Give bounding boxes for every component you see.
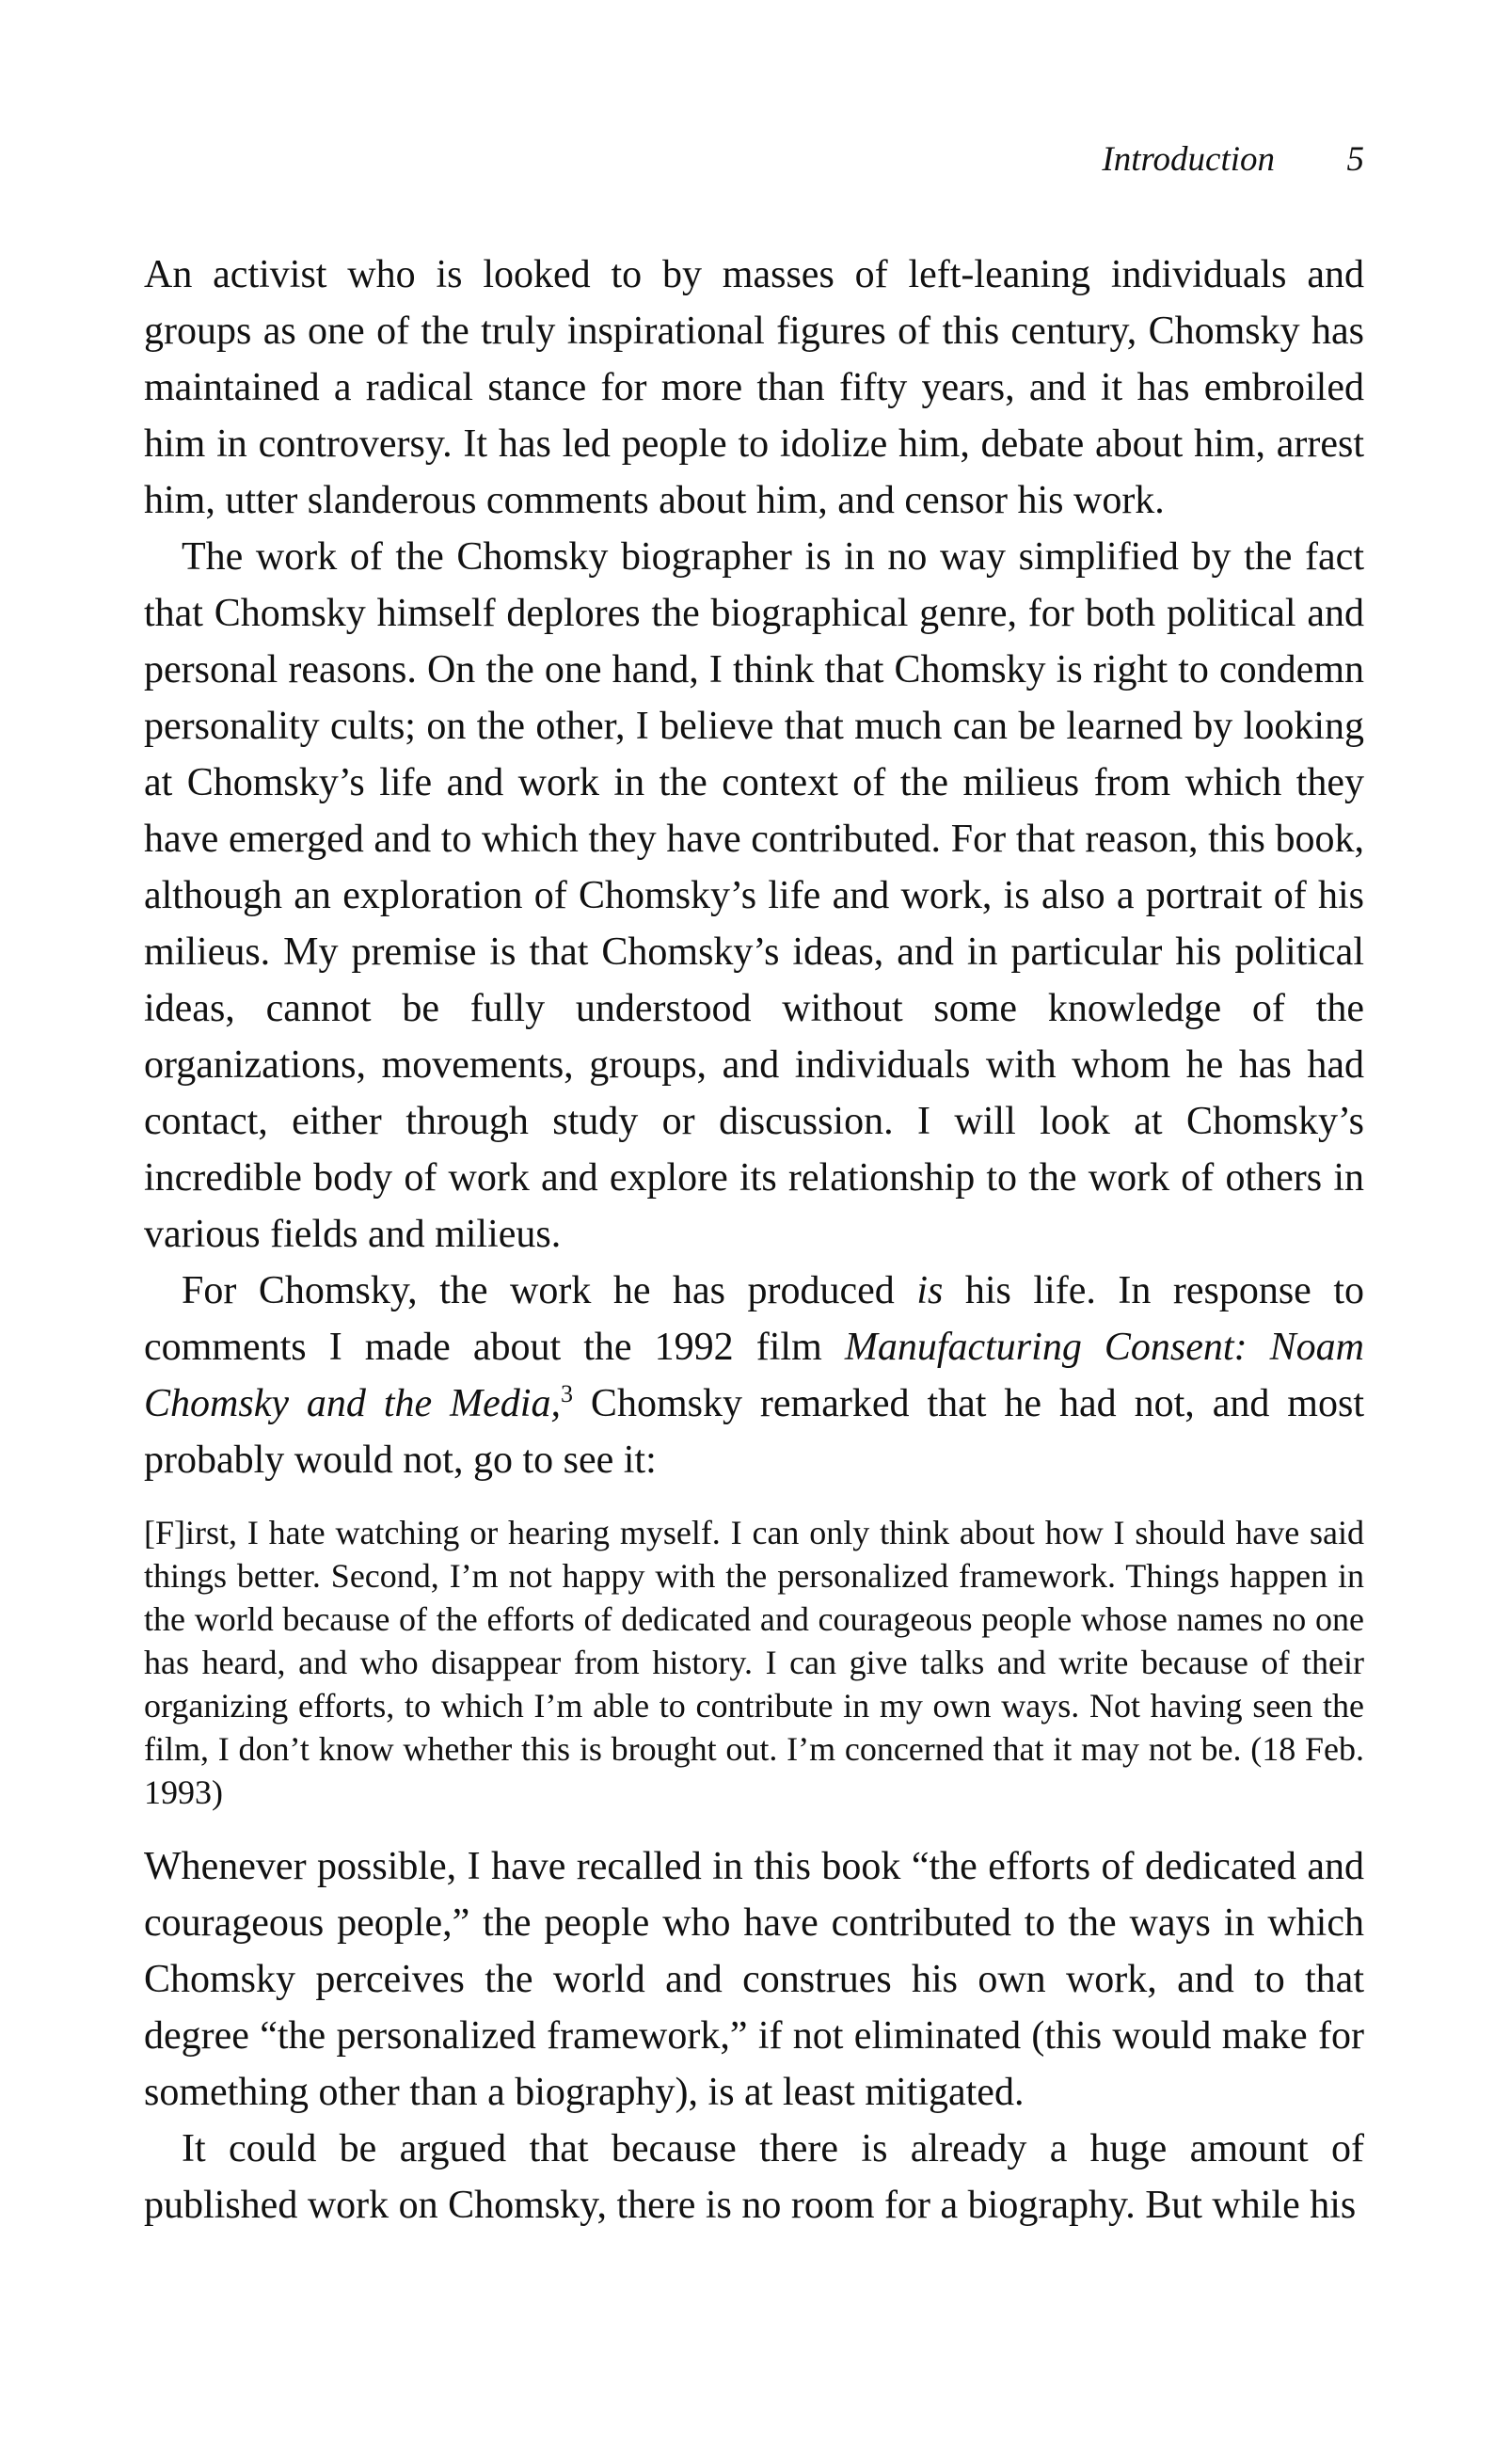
paragraph-3-text-b: his life. In response to comments I made about the 1992 film [144,1269,1365,1369]
paragraph-3-text-a: For Chomsky, the work he has produced [182,1269,917,1312]
body-text [144,246,1364,2233]
paragraph-1: An activist who is looked to by masses of left-leaning individuals and groups as one of the truly inspirational figures of this century, Chomsky has maintained a radical stance for more than fifty years, and it has embroiled him in controversy. It has led people to idolize him, debate about him, arrest him, utter slanderous comments about him, and censor his work. [144,253,1364,522]
block-quote: [F]irst, I hate watching or hearing myself. I can only think about how I should have said things better. Second, I’m not happy with the personalized framework. Things happen in the world because of the efforts of dedicated and courageous people whose names no one has heard, and who disappear from history. I can give talks and write because of their organizing efforts, to which I’m able to contribute in my own ways. Not having seen the film, I don’t know whether this is brought out. I’m concerned that it may not be. (18 Feb. 1993) [144,1514,1364,1811]
paragraph-3-text-c: Chomsky remarked that he had not, and most probably would not, go to see it: [144,1382,1364,1482]
page-header [144,132,1364,188]
running-head: Introduction [1102,140,1275,179]
footnote-marker: 3 [560,1380,573,1407]
film-title: Manufacturing Consent: Noam Chomsky and the Media, [144,1326,1365,1425]
paragraph-2: The work of the Chomsky biographer is in no way simplified by the fact that Chomsky himself deplores the biographical genre, for both political and personal reasons. On the one hand, I think that Chomsky is right to condemn personality cults; on the other, I believe that much can be learned by looking at Chomsky’s life and work in the context of the milieus from which they have emerged and to which they have contributed. For that reason, this book, although an exploration of Chomsky’s life and work, is also a portrait of his milieus. My premise is that Chomsky’s ideas, and in particular his political ideas, cannot be fully understood without some knowledge of the organizations, movements, groups, and individuals with whom he has had contact, either through study or discussion. I will look at Chomsky’s incredible body of work and explore its relationship to the work of others in various fields and milieus. [144,535,1364,1256]
paragraph-3 [144,1263,1364,1488]
paragraph-5: It could be argued that because there is already a huge amount of published work on Chomsky, there is no room for a biography. But while his [144,2127,1364,2227]
page-number: 5 [1346,140,1364,179]
emphasis-is: is [916,1269,944,1312]
paragraph-4: Whenever possible, I have recalled in this book “the efforts of dedicated and courageous people,” the people who have contributed to the ways in which Chomsky perceives the world and construes his own work, and to that degree “the personalized framework,” if not eliminated (this would make for something other than a biography), is at least mitigated. [144,1845,1364,2114]
